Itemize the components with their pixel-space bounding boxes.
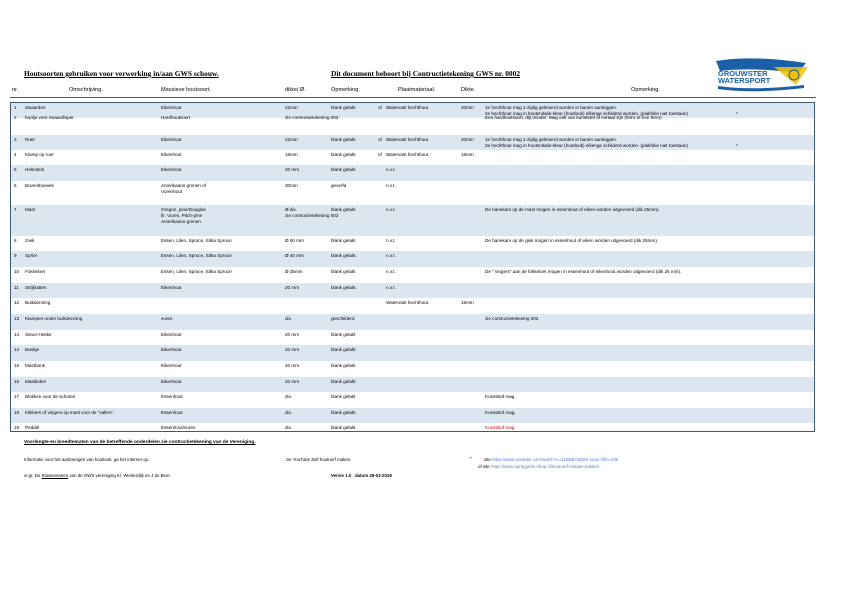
table-row [11,113,814,127]
row-note: De " vingers" aan de fokkeloet mogen in essenhout of eikenhout worden uitgevoerd (dik 25 mm). [485,269,682,274]
row-thickness: div. [285,410,292,415]
version-line [331,473,392,478]
site1-label: site [484,457,491,462]
row-finish: blank gelakt [331,425,356,430]
credits-rest: van de GWS vereniging Kl. Westerdijk en J de Beer. [69,473,171,478]
row-thickness: 40 mm [285,363,300,368]
table-row [11,267,814,283]
site2-label: of site [478,464,490,469]
row-number: 9 [14,253,17,258]
table-header [10,87,842,97]
logo-subtitle: VERENIGING [728,58,757,63]
row-number: 2 [14,115,17,120]
site2-link[interactable]: https://www.spraygrain-shop.nl/houtnerf-imitatie-pakket/... [490,464,603,469]
row-wood-type: Oregon, pine/Douglas [161,207,206,212]
row-note: zie contructietekening 002 [485,316,539,321]
row-note: Kunststof mag. [485,394,516,399]
row-note: Kunststof mag. [485,425,516,430]
row-finish: blank gelakt [331,410,356,415]
header-massief: Massieve houtsoort. [161,87,212,93]
row-plate-material: n.v.t. [386,183,396,188]
row-number: 4 [14,152,17,157]
row-number: 12 [14,300,20,305]
row-finish: blank gelakt [331,152,356,157]
row-wood-type-3: Amerikaans grenen [161,219,201,224]
row-finish: geverfd [331,183,347,188]
row-or: of [378,105,382,110]
row-plate-material: Watervast hechthout. [386,137,430,142]
header-dikte2: Dikte. [461,87,476,93]
row-thickness: 20 mm [285,167,300,172]
row-plate-thickness: 20mm [461,105,474,110]
table-row [11,205,814,236]
table-row [11,283,814,298]
wood-table [10,102,815,432]
row-number: 3 [14,137,17,142]
row-thickness: Ø 35mm [285,269,303,274]
table-row [11,251,814,267]
row-description: Peddel [25,425,40,430]
row-plate-material: Watervast hechthout. [386,300,430,305]
row-number: 16 [14,379,20,384]
row-plate-material: n.v.t. [386,167,396,172]
row-thickness: Ø div. [285,207,297,212]
row-or: of [378,152,382,157]
row-thickness: div. [285,316,292,321]
dimensions-note: Voorlengte-en breedtematen van de betreffende onderdelen zie contructietekening van de Vereniging. [24,440,256,445]
header-dikte: dikte/ Ø. [285,87,306,93]
row-wood-type: Eikenhout [161,152,182,157]
header-plaatmateriaal: Plaatmateriaal. [398,87,436,93]
table-row [11,423,814,432]
row-finish: blank gelakt [331,207,356,212]
header-opmerking2: Opmerking. [631,87,660,93]
row-finish: blank gelakt [331,285,356,290]
table-row [11,408,814,423]
row-description: Bankje [25,347,40,352]
row-description: Klikkers of vingers op mast voor de "vallen". [25,410,115,415]
row-note: De hanekam op de mast mogen in essenhout of eiken worden uitgevoerd (dik 25mm). [485,207,660,212]
row-star: * [736,143,738,148]
row-or: of [378,137,382,142]
row-plate-material: n.v.t. [386,238,396,243]
row-thickness: div. [285,394,292,399]
row-plate-thickness: 15mm [461,300,474,305]
row-number: 1 [14,105,17,110]
footnote-star: * [470,456,472,461]
row-number: 6 [14,183,17,188]
date: datum 29-03-2019 [354,473,392,478]
row-finish: blank gelakt [331,379,356,384]
table-row [11,298,814,314]
row-number: 13 [14,316,20,321]
row-description: Helmstok [25,167,45,172]
row-thickness: Ø 40 mm [285,253,304,258]
header-nr: nr. [12,87,19,93]
document-title: Houtsoorten gebruiken voor verwerking in/aan GWS schouw. [24,69,219,78]
row-finish: geschilderd [331,316,355,321]
row-wood-type: Essen, Lilen, Spruce, Sitka Spruce [161,269,232,274]
row-thickness-2: zie contructietekening 002 [285,213,339,218]
row-number: 14 [14,332,20,337]
row-wood-type: Essenhout [161,410,183,415]
row-finish: blank gelakt [331,137,356,142]
row-wood-type-2: fir. Vuren, Pitch-pine [161,213,203,218]
row-plate-material: n.v.t. [386,253,396,258]
row-plate-material: n.v.t. [386,269,396,274]
site1-line [484,457,618,462]
table-row [11,361,814,377]
row-wood-type: Eikenhout [161,379,182,384]
row-number: 11 [14,285,19,290]
row-number: 17 [14,394,20,399]
row-thickness: 20 mm [285,347,300,352]
row-description: Mastbank [25,363,45,368]
row-plate-thickness: 20mm [461,137,474,142]
row-wood-type: Hardhoutsoort [161,115,191,120]
row-thickness: 22mm [285,137,298,142]
row-finish: blank gelakt [331,363,356,368]
row-plate-thickness: 15mm [461,152,474,157]
credits-prefix: vr.gr. De [24,473,41,478]
row-wood-type: Eikenhout [161,347,182,352]
row-finish: blank gelakt [331,394,356,399]
row-description: hoolje voor zwaardloper [25,115,74,120]
site1-link[interactable]: https://www.youtube.com/watch?v=Z1BB8CBjBM. Dius+film=236 [492,457,619,462]
info-youtube: zie YouTube Zelf houtnerf maken. [286,457,352,462]
row-wood-type: Essen, Lilen, Spruce, Sitka Spruce [161,253,232,258]
table-row [11,330,814,345]
row-wood-type: Essenhout/vuren [161,425,196,430]
row-wood-type: Essen, Lilen, Spruce, Sitka Spruce [161,238,232,243]
row-thickness: 22mm [285,105,298,110]
row-description: Mastkoker [25,379,47,384]
credits-line [24,473,171,478]
logo-line2: WATERSPORT [718,76,771,85]
row-description: Giek [25,238,35,243]
row-thickness: div. [285,425,292,430]
row-number: 8 [14,238,17,243]
row-description: Buikdenning [25,300,51,305]
row-wood-type-2: Vurenhout [161,189,183,194]
row-description: Blokken voor de schoten [25,394,76,399]
row-star: * [736,111,738,116]
row-wood-type: Eikenhout [161,363,182,368]
row-wood-type: Eikenhout [161,137,182,142]
row-wood-type: vuren [161,316,173,321]
row-plate-material: Watervast hechthout. [386,105,430,110]
table-row [11,150,814,165]
row-wood-type: Essenhout [161,394,183,399]
document-reference: Dit document behoort bij Contructietekening GWS nr. 0002 [331,69,521,78]
table-row [11,181,814,205]
credits-link: Klassemeters [41,473,69,478]
row-number: 10 [14,269,20,274]
row-number: 18 [14,410,20,415]
row-thickness: zie contructietekening 002 [285,115,339,120]
row-note: Kunststof mag. [485,410,516,415]
header-omschrijving: Omschrijving. [69,87,103,93]
header-opmerking: Opmerking. [331,87,360,93]
row-description: Strijklatten [25,285,47,290]
row-description: Zwaarden [25,105,46,110]
row-wood-type: Eikenhout [161,332,182,337]
row-note-2: 2e hechthout mag in houtimitatie-kleur (houtlook) elkenge schilderd worden. (plakfolie niet toestaan) [485,111,689,116]
row-note: Een hardhoutsoort, dijt minder. Mag ook van kunststof of metaal zijn (ferro of non ferro) [485,115,662,120]
row-description: Steun-Hüske [25,332,52,337]
version: Versie 1.0 [331,473,352,478]
row-description: Klamp op roer [25,152,54,157]
row-wood-type: Eikenhout [161,285,182,290]
table-row [11,165,814,181]
row-number: 19 [14,425,20,430]
row-wood-type: Amerikaans grenen of [161,183,206,188]
row-thickness: 20 mm [285,379,300,384]
row-note-2: 2e hechthout mag in houtimitatie-kleur (houtlook) elkenge schilderd worden. (plakfolie niet toestaan) [485,143,689,148]
table-row [11,377,814,392]
row-description: Mast [25,207,35,212]
row-number: 5 [14,167,17,172]
table-row [11,135,814,150]
row-wood-type: Eikenhout [161,105,182,110]
table-row [11,236,814,251]
row-finish: blank gelakt [331,105,356,110]
row-thickness: 20 mm [285,285,300,290]
table-row [11,345,814,361]
row-plate-material: Watervast hechthout. [386,152,430,157]
row-plate-material: n.v.t. [386,285,396,290]
row-finish: blank gelakt [331,269,356,274]
row-number: 7 [14,207,17,212]
row-note: 1e hechthout mag 2-zijdig gelineerd worden in banen aanleggen. [485,105,618,110]
row-plate-material: n.v.t. [386,207,396,212]
table-row [11,314,814,330]
row-number: 14 [14,347,20,352]
row-thickness: 20 mm [285,332,300,337]
row-description: Roer [25,137,35,142]
row-thickness: 15mm [285,152,298,157]
row-description: Boventboeiels [25,183,54,188]
row-thickness: 30mm [285,183,298,188]
row-finish: blank gelakt [331,253,356,258]
row-number: 15 [14,363,20,368]
row-finish: blank gelakt [331,238,356,243]
info-left: Informatie voor het aanbrengen van houtlook, ga het internet op. [24,457,150,462]
row-wood-type: Eikenhout [161,167,182,172]
row-finish: blank gelakt [331,332,356,337]
row-description: Fokkeloet [25,269,45,274]
table-row [11,392,814,408]
row-description: Spriet [25,253,38,258]
site2-line [478,464,603,469]
row-finish: blank gelakt [331,167,356,172]
row-note: De hanekam op de giek mogen in essenhout of eiken worden uitgevoerd (dik 25mm). [485,238,659,243]
row-finish: blank gelakt [331,347,356,352]
logo-line1: GROUWSTER [718,69,768,78]
row-note: 1e hechthout mag 2-zijdig gelineerd worden in banen aanleggen. [485,137,618,142]
row-description: Klampen onder buikdenning [25,316,83,321]
header-divider [10,97,816,98]
row-thickness: Ø 60 mm [285,238,304,243]
